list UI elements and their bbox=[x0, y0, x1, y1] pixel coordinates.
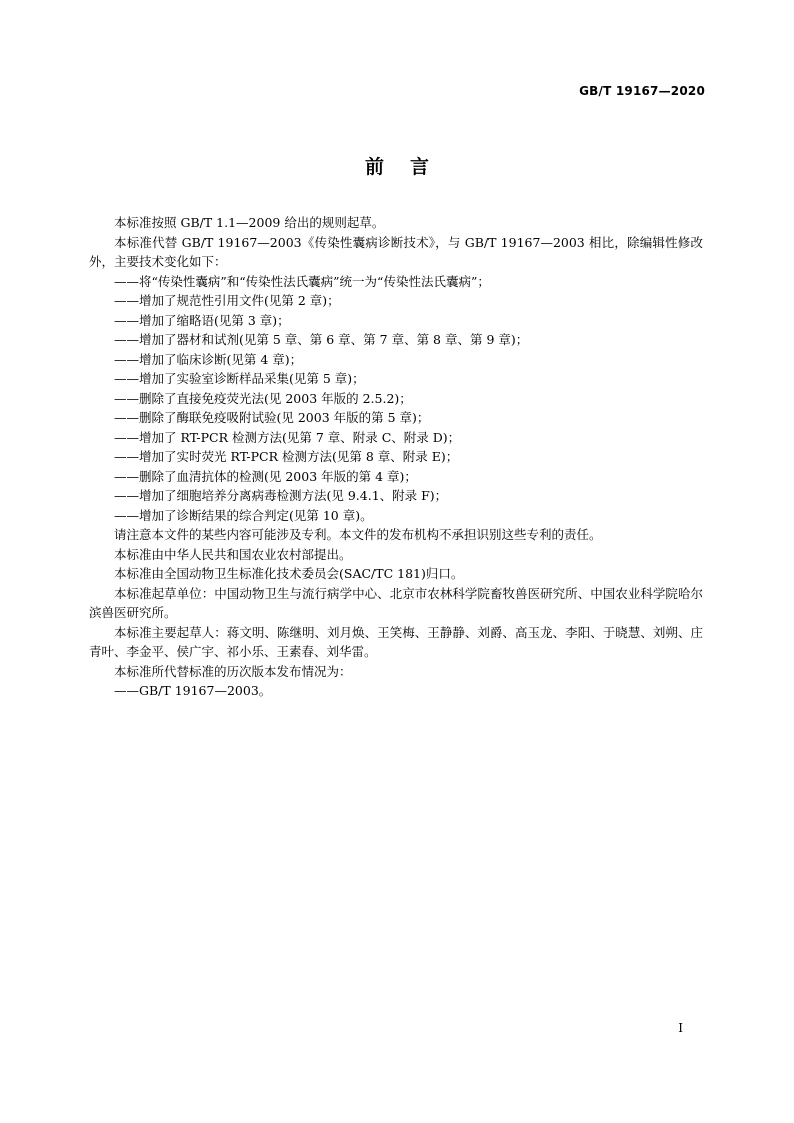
list-item: ——删除了血清抗体的检测(见 2003 年版的第 4 章)； bbox=[114, 468, 417, 484]
list-item: ——增加了诊断结果的综合判定(见第 10 章)。 bbox=[114, 507, 373, 523]
paragraph-proposer: 本标准由中华人民共和国农业农村部提出。 bbox=[114, 546, 352, 562]
list-item: ——增加了细胞培养分离病毒检测方法(见 9.4.1、附录 F)； bbox=[114, 488, 448, 503]
list-item: ——增加了器材和试剂(见第 5 章、第 6 章、第 7 章、第 8 章、第 9 章)； bbox=[114, 332, 529, 347]
paragraph-replacement: 本标准代替 GB/T 19167—2003《传染性囊病诊断技术》，与 GB/T 19167—2003 相比，除编辑性修改外，主要技术变化如下： bbox=[89, 234, 703, 269]
list-item: ——增加了临床诊断(见第 4 章)； bbox=[114, 351, 303, 367]
page-number: I bbox=[678, 1021, 683, 1035]
paragraph-drafting-rules: 本标准按照 GB/T 1.1—2009 给出的规则起草。 bbox=[114, 215, 385, 230]
changes-list bbox=[89, 272, 703, 526]
standard-code: GB/T 19167—2020 bbox=[579, 84, 705, 98]
history-list bbox=[89, 681, 703, 701]
paragraph-patent-notice: 请注意本文件的某些内容可能涉及专利。本文件的发布机构不承担识别这些专利的责任。 bbox=[114, 527, 602, 542]
page-title: 前言 bbox=[364, 156, 455, 178]
paragraph-history-intro: 本标准所代替标准的历次版本发布情况为： bbox=[114, 663, 352, 679]
list-item: ——删除了酶联免疫吸附试验(见 2003 年版的第 5 章)； bbox=[114, 410, 430, 425]
paragraph-drafters: 本标准主要起草人：蒋文明、陈继明、刘月焕、王笑梅、王静静、刘爵、高玉龙、李阳、于晓慧、刘朔、庄青叶、李金平、侯广宇、祁小乐、王素春、刘华雷。 bbox=[89, 624, 703, 659]
list-item: ——GB/T 19167—2003。 bbox=[114, 683, 272, 698]
foreword-body bbox=[89, 213, 703, 701]
paragraph-drafting-units: 本标准起草单位：中国动物卫生与流行病学中心、北京市农林科学院畜牧兽医研究所、中国农业科学院哈尔滨兽医研究所。 bbox=[89, 585, 703, 620]
list-item: ——增加了实时荧光 RT-PCR 检测方法(见第 8 章、附录 E)； bbox=[114, 449, 459, 464]
list-item: ——增加了规范性引用文件(见第 2 章)； bbox=[114, 293, 340, 308]
list-item: ——增加了实验室诊断样品采集(见第 5 章)； bbox=[114, 371, 365, 386]
list-item: ——增加了缩略语(见第 3 章)； bbox=[114, 312, 290, 328]
list-item: ——增加了 RT-PCR 检测方法(见第 7 章、附录 C、附录 D)； bbox=[114, 429, 461, 445]
list-item: ——将“传染性囊病”和“传染性法氏囊病”统一为“传染性法氏囊病”； bbox=[114, 273, 490, 289]
paragraph-committee: 本标准由全国动物卫生标准化技术委员会(SAC/TC 181)归口。 bbox=[114, 566, 464, 581]
list-item: ——删除了直接免疫荧光法(见 2003 年版的 2.5.2)； bbox=[114, 390, 412, 406]
